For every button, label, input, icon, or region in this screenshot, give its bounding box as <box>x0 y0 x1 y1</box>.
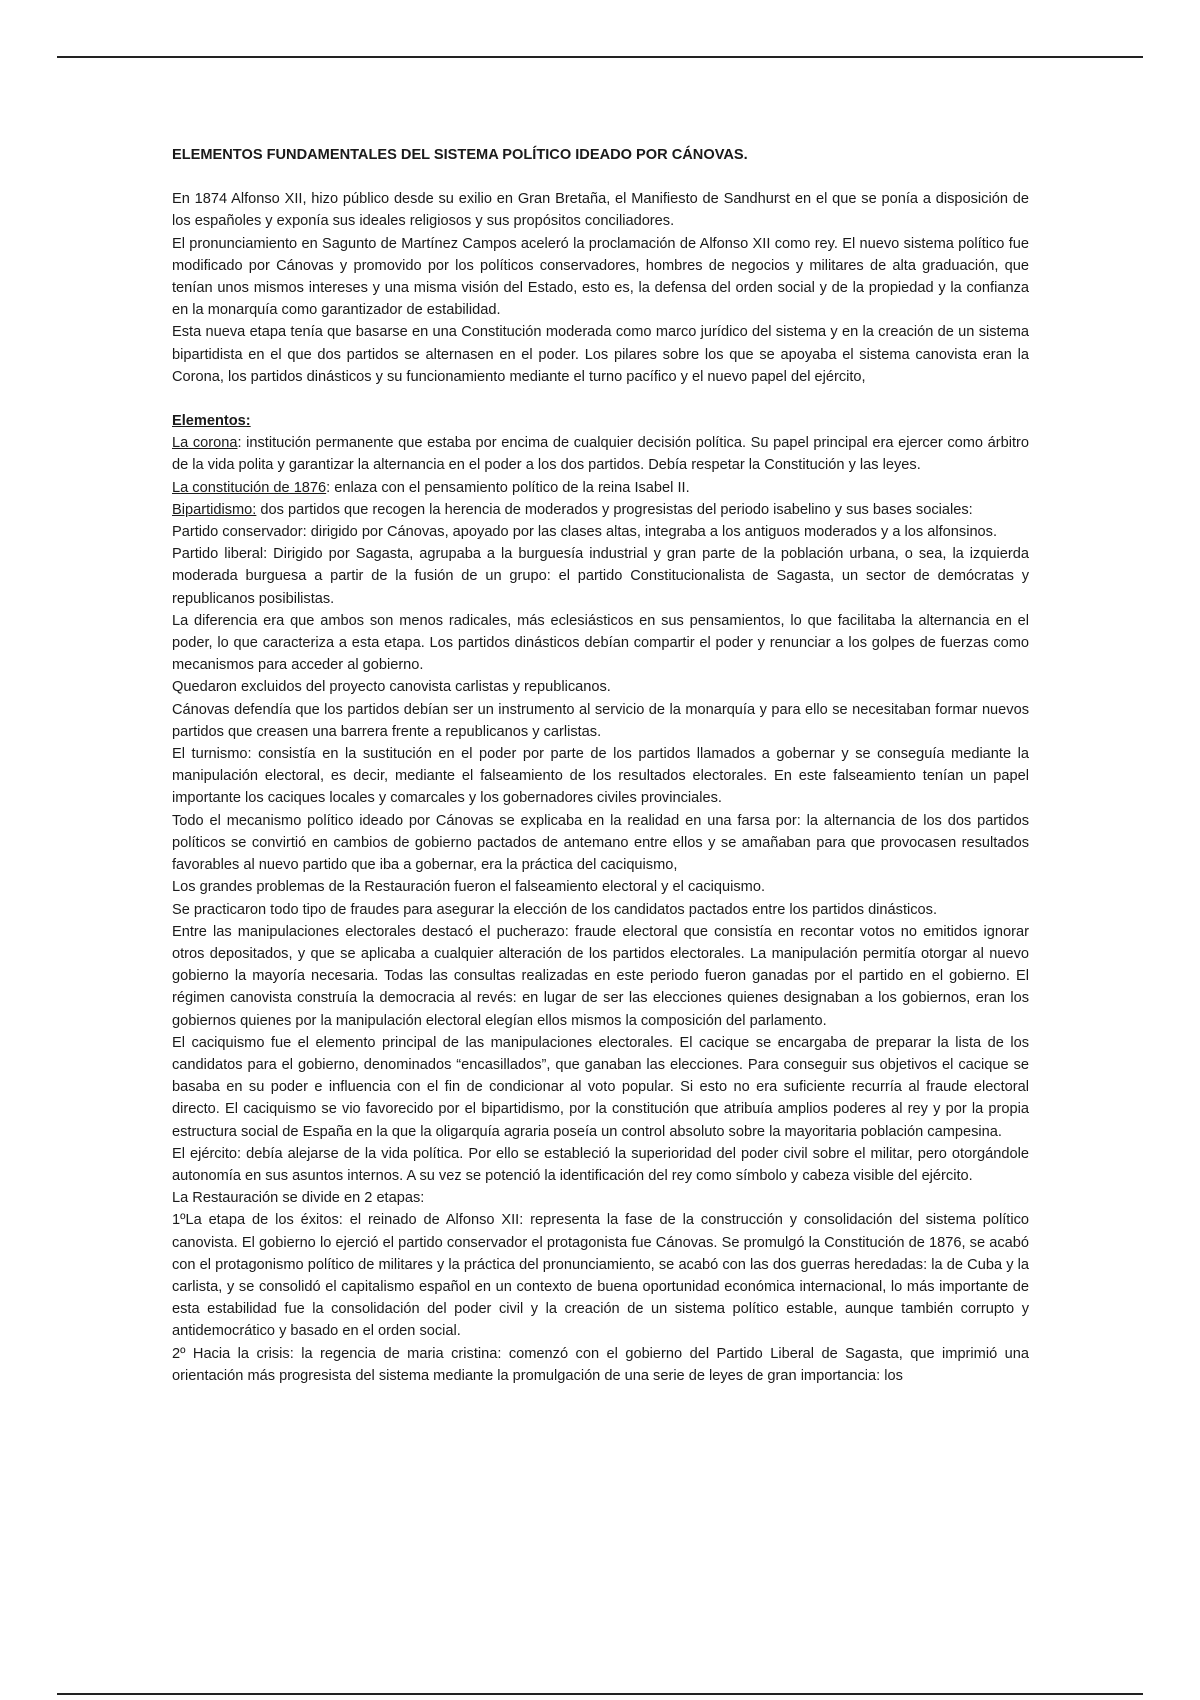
paragraph-corona <box>172 432 1029 476</box>
paragraph: Los grandes problemas de la Restauración fueron el falseamiento electoral y el caciquismo. <box>172 879 765 896</box>
paragraph: El turnismo: consistía en la sustitución en el poder por parte de los partidos llamados a gobernar y se conseguía mediante la manipulación electoral, es decir, mediante el falseamiento de los resultados electorales. En este falseamiento tenían un papel importante los caciques locales y comarcales y los gobernadores civiles provinciales. <box>172 746 1029 807</box>
paragraph-constitucion <box>172 477 1029 499</box>
paragraph: Cánovas defendía que los partidos debían ser un instrumento al servicio de la monarquía y para ello se necesitaban formar nuevos partidos que creasen una barrera frente a republicanos y carlistas. <box>172 701 1029 740</box>
paragraph: 1ºLa etapa de los éxitos: el reinado de Alfonso XII: representa la fase de la construcción y consolidación del sistema político canovista. El gobierno lo ejerció el partido conservador el protagonista fue Cánovas. Se promulgó la Constitución de 1876, se acabó con el protagonismo político de militares y la práctica del pronunciamiento, se acabó con las dos guerras heredadas: la de Cuba y la carlista, y se consolidó el capitalismo español en un contexto de buena oportunidad económica internacional, lo más importante de esta estabilidad fue la consolidación del poder civil y la creación de un sistema político estable, aunque también corrupto y antidemocrático y basado en el orden social. <box>172 1212 1029 1340</box>
paragraph: En 1874 Alfonso XII, hizo público desde su exilio en Gran Bretaña, el Manifiesto de Sandhurst en el que se ponía a disposición de los españoles y exponía sus ideales religiosos y sus propósitos conciliadores. <box>172 191 1029 230</box>
paragraph: Todo el mecanismo político ideado por Cánovas se explicaba en la realidad en una farsa por: la alternancia de los dos partidos políticos se convirtió en cambios de gobierno pactados de antemano entre ellos y se amañaban para que provocasen resultados favorables al nuevo partido que iba a gobernar, era la práctica del caciquismo, <box>172 812 1029 874</box>
bottom-rule <box>57 1693 1143 1695</box>
paragraph: Esta nueva etapa tenía que basarse en una Constitución moderada como marco jurídico del sistema y en la creación de un sistema bipartidista en el que dos partidos se alternasen en el poder. Los pilares sobre los que se apoyaba el sistema canovista eran la Corona, los partidos dinásticos y su funcionamiento mediante el turno pacífico y el nuevo papel del ejército, <box>172 324 1029 385</box>
corona-text: : institución permanente que estaba por encima de cualquier decisión política. Su papel principal era ejercer como árbitro de la vida polita y garantizar la alternancia en el poder a los dos partidos. Debía respetar la Constitución y las leyes. <box>172 435 1029 474</box>
paragraph-bipartidismo <box>172 499 1029 521</box>
bipartidismo-term: Bipartidismo: <box>172 501 257 518</box>
document-body <box>172 144 1029 1387</box>
paragraph: Quedaron excluidos del proyecto canovista carlistas y republicanos. <box>172 679 611 696</box>
paragraph: El caciquismo fue el elemento principal de las manipulaciones electorales. El cacique se encargaba de preparar la lista de los candidatos para el gobierno, denominados “encasillados”, que ganaban las elecciones. Para conseguir sus objetivos el cacique se basaba en su poder e influencia con el fin de condicionar al voto popular. Si esto no era suficiente recurría al fraude electoral directo. El caciquismo se vio favorecido por el bipartidismo, por la constitución que atribuía amplios poderes al rey y por la propia estructura social de España en la que la oligarquía agraria poseía un control absoluto sobre la mayoritaria población campesina. <box>172 1034 1029 1140</box>
corona-term: La corona <box>172 435 238 452</box>
constitucion-text: : enlaza con el pensamiento político de la reina Isabel II. <box>326 479 690 496</box>
paragraph: Entre las manipulaciones electorales destacó el pucherazo: fraude electoral que consistía en recontar votos no emitidos ignorar otros depositados, y que se aplicaba a cualquier alteración de los partidos electorales. La manipulación permitía otorgar al nuevo gobierno la mayoría necesaria. Todas las consultas realizadas en este periodo fueron ganadas por el partido en el gobierno. El régimen canovista construía la democracia al revés: en lugar de ser las elecciones quienes designaban a los gobiernos, eran los gobiernos quienes por la manipulación electoral elegían ellos mismos la composición del parlamento. <box>172 923 1029 1029</box>
paragraph: 2º Hacia la crisis: la regencia de maria cristina: comenzó con el gobierno del Partido Liberal de Sagasta, que imprimió una orientación más progresista del sistema mediante la promulgación de una serie de leyes de gran importancia: los <box>172 1345 1029 1384</box>
spacer <box>172 388 1029 410</box>
paragraph: El ejército: debía alejarse de la vida política. Por ello se estableció la superioridad del poder civil sobre el militar, pero otorgándole autonomía en sus asuntos internos. A su vez se potenció la identificación del rey como símbolo y cabeza visible del ejército. <box>172 1145 1029 1184</box>
bipartidismo-text: dos partidos que recogen la herencia de moderados y progresistas del periodo isabelino y sus bases sociales: <box>256 501 973 518</box>
paragraph: La Restauración se divide en 2 etapas: <box>172 1190 425 1207</box>
paragraph: Se practicaron todo tipo de fraudes para asegurar la elección de los candidatos pactados entre los partidos dinásticos. <box>172 901 938 918</box>
constitucion-term: La constitución de 1876 <box>172 479 327 496</box>
paragraph: Partido conservador: dirigido por Cánovas, apoyado por las clases altas, integraba a los antiguos moderados y a los alfonsinos. <box>172 524 998 541</box>
paragraph: La diferencia era que ambos son menos radicales, más eclesiásticos en sus pensamientos, lo que facilitaba la alternancia en el poder, lo que caracteriza a esta etapa. Los partidos dinásticos debían compartir el poder y renunciar a los golpes de fuerzas como mecanismos para acceder al gobierno. <box>172 612 1029 674</box>
paragraph: Partido liberal: Dirigido por Sagasta, agrupaba a la burguesía industrial y gran parte de la población urbana, o sea, la izquierda moderada burguesa a partir de la fusión de un grupo: el partido Constitucionalista de Sagasta, un sector de demócratas y republicanos posibilistas. <box>172 546 1029 607</box>
elements-heading: Elementos: <box>172 413 251 430</box>
document-title: ELEMENTOS FUNDAMENTALES DEL SISTEMA POLÍTICO IDEADO POR CÁNOVAS. <box>172 147 748 163</box>
top-rule <box>57 56 1143 58</box>
paragraph: El pronunciamiento en Sagunto de Martínez Campos aceleró la proclamación de Alfonso XII como rey. El nuevo sistema político fue modificado por Cánovas y promovido por los políticos conservadores, hombres de negocios y militares de alta graduación, que tenían unos mismos intereses y una misma visión del Estado, esto es, la defensa del orden social y de la propiedad y la confianza en la monarquía como garantizador de estabilidad. <box>172 235 1029 319</box>
